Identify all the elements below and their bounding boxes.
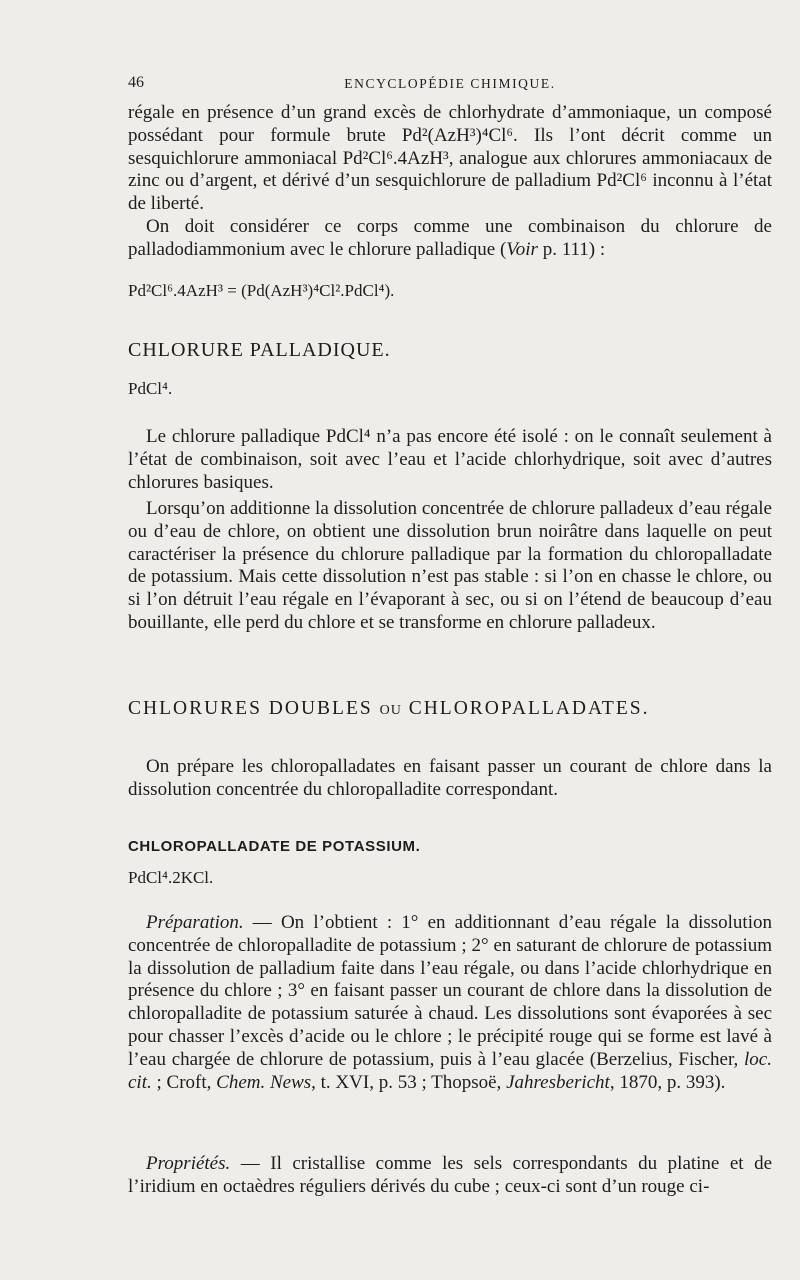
- paragraph-text: [128, 1153, 772, 1199]
- formula-text: PdCl⁴.2KCl.: [128, 868, 214, 887]
- section-title: [128, 698, 772, 723]
- text-run: p. 111) :: [537, 238, 606, 260]
- section-formula-pdcl4: [128, 378, 772, 400]
- paragraph-label: Préparation.: [146, 912, 244, 933]
- paragraph-text: [128, 216, 772, 262]
- paragraph-chlorure-palladique: [128, 426, 772, 494]
- citation-chem-news: Chem. News: [216, 1071, 312, 1093]
- section-title: CHLORURE PALLADIQUE.: [128, 339, 391, 361]
- paragraph-text: Le chlorure palladique PdCl⁴ n’a pas encore été isolé : on le connaît seulement à l’état de combinaison, soit avec l’eau et l’acide chlorhydrique, soit avec d’autres chlorures basiques.: [128, 426, 772, 493]
- paragraph-text: [128, 912, 772, 1094]
- text-run: , 1870, p. 393).: [609, 1071, 726, 1093]
- text-run: — On l’obtient : 1° en additionnant d’eau régale la dissolution concentrée de chloropalladite de potassium ; 2° en saturant de chlorure de potassium la dissolution de palladium faite dans l’eau régale, ou dans l’acide chlorhydrique en présence du chlore ; 3° en faisant passer un courant de chlore dans la dissolution de chloropalladite de potassium saturée à chaud. Les dissolutions sont évaporées à sec pour chasser l’excès d’acide ou le chlore ; le précipité rouge qui se forme est lavé à l’eau chargée de chlorure de potassium, puis à l’eau glacée (Berzelius, Fischer,: [128, 912, 772, 1070]
- paragraph-label: Propriétés.: [146, 1153, 231, 1174]
- citation-jahresbericht: Jahresbericht: [506, 1071, 610, 1093]
- paragraph-text: Lorsqu’on additionne la dissolution concentrée de chlorure palladeux d’eau régale ou d’eau de chlore, on obtient une dissolution brun noirâtre dans laquelle on peut caractériser la présence du chlorure palladique par la formation du chloropalladate de potassium. Mais cette dissolution n’est pas stable : si l’on en chasse le chlore, ou si l’on détruit l’eau régale en l’évaporant à sec, ou si on l’étend de beaucoup d’eau bouillante, elle perd du chlore et se transforme en chlorure palladeux.: [128, 498, 772, 633]
- title-part: CHLOROPALLADATES.: [401, 698, 650, 719]
- formula-text: Pd²Cl⁶.4AzH³ = (Pd(AzH³)⁴Cl².PdCl⁴).: [128, 281, 395, 300]
- paragraph-text: régale en présence d’un grand excès de chlorhydrate d’ammoniaque, un composé possédant pour formule brute Pd²(AzH³)⁴Cl⁶. Ils l’ont décrit comme un sesquichlorure ammoniacal Pd²Cl⁶.4AzH³, analogue aux chlorures ammoniacaux de zinc ou d’argent, et dérivé d’un sesquichlorure de palladium Pd²Cl⁶ inconnu à l’état de liberté.: [128, 102, 772, 215]
- running-title: ENCYCLOPÉDIE CHIMIQUE.: [344, 76, 556, 91]
- formula-sesquichlorure: [128, 280, 772, 302]
- formula-text: PdCl⁴.: [128, 379, 173, 398]
- paragraph-text: On prépare les chloropalladates en faisant passer un courant de chlore dans la dissolution concentrée du chloropalladite correspondant.: [128, 756, 772, 800]
- paragraph-proprietes: [128, 1153, 772, 1199]
- title-conjunction: OU: [379, 703, 402, 718]
- title-part: CHLORURES DOUBLES: [128, 698, 380, 719]
- text-run: , t. XVI, p. 53 ; Thopsoë,: [311, 1071, 507, 1093]
- page-header: [128, 74, 772, 98]
- text-run: — Il cristallise comme les sels correspondants du platine et de l’iridium en octaèdres réguliers dérivés du cube ; ceux-ci sont d’un rouge ci-: [128, 1153, 772, 1197]
- text-run: On doit considérer ce corps comme une combinaison du chlorure de palladodiammonium avec le chlorure palladique (: [128, 216, 772, 260]
- page-number: 46: [128, 74, 144, 91]
- section-title: CHLOROPALLADATE DE POTASSIUM.: [128, 838, 421, 855]
- citation-loc-cit: loc. cit.: [128, 1048, 772, 1093]
- paragraph-chloropalladates: [128, 756, 772, 802]
- paragraph-preparation: [128, 912, 772, 1094]
- text-run: ; Croft,: [151, 1071, 217, 1093]
- section-heading-chlorures-doubles: [128, 698, 772, 723]
- section-heading-chloropalladate-potassium: [128, 836, 772, 859]
- paragraph-palladodiammonium: [128, 216, 772, 262]
- paragraph-sesquichlorure: [128, 102, 772, 216]
- section-formula-pdcl4-2kcl: [128, 867, 772, 889]
- voir-reference: Voir: [506, 238, 538, 260]
- section-heading-chlorure-palladique: [128, 339, 772, 362]
- paragraph-dissolution: [128, 498, 772, 635]
